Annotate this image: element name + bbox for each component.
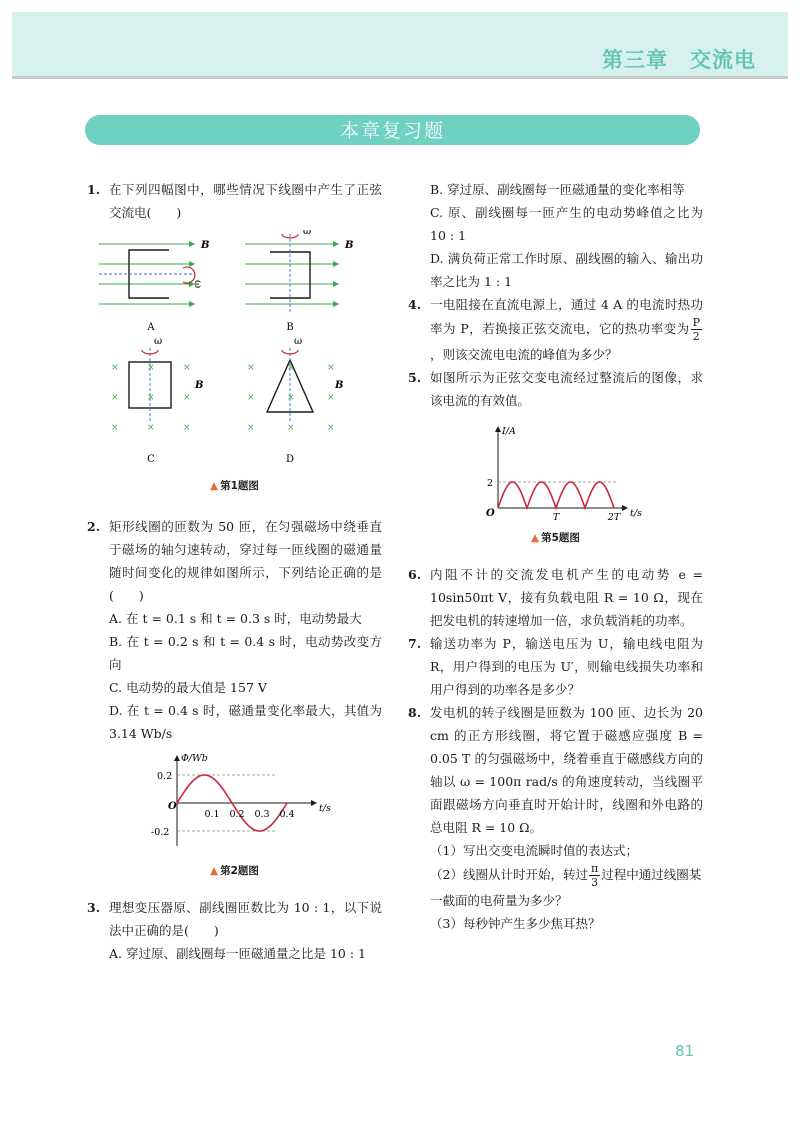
svg-text:×: × [287, 423, 295, 433]
question-text: 一电阻接在直流电源上，通过 4 A 的电流时热功率为 P，若换接正弦交流电，它的热功率变为 [430, 297, 703, 336]
figure-caption: ▲ 第1题图 [210, 480, 259, 492]
field-label-d: B [335, 380, 344, 391]
y-axis-label: I/A [502, 426, 516, 437]
svg-text:×: × [183, 423, 191, 433]
option-b: B. 在 t = 0.2 s 和 t = 0.4 s 时，电动势改变方向 [109, 634, 382, 672]
svg-text:×: × [247, 393, 255, 403]
svg-text:×: × [183, 393, 191, 403]
question-text: 理想变压器原、副线圈匝数比为 10 : 1，以下说法中正确的是( ) [109, 900, 382, 938]
figure-caption: ▲ 第5题图 [531, 532, 580, 544]
svg-text:×: × [111, 393, 119, 403]
diagram-a [99, 240, 209, 333]
y-tick: 0.2 [157, 771, 173, 782]
fig-label-a: A [147, 322, 155, 333]
question-1 [87, 178, 382, 224]
figure-caption: ▲ 第2题图 [210, 865, 259, 877]
x-tick: 0.2 [229, 809, 245, 820]
omega-label-a: ω [192, 280, 203, 289]
header-rule [12, 76, 788, 79]
option-b: B. 穿过原、副线圈每一匝磁通量的变化率相等 [430, 182, 685, 197]
fig-label-d: D [285, 454, 295, 465]
y-axis-label: Φ/Wb [181, 753, 208, 764]
question-text: 内阻不计的交流发电机产生的电动势 e = 10sin50πt V，接有负载电阻 R = 10 Ω，现在把发电机的转速增加一倍，求负载消耗的功率。 [430, 567, 703, 628]
question-text: 如图所示为正弦交变电流经过整流后的图像，求该电流的有效值。 [430, 370, 703, 408]
svg-text:×: × [183, 363, 191, 373]
origin-label: O [486, 508, 495, 519]
figure-q5 [408, 418, 703, 547]
question-6 [408, 563, 703, 632]
left-column [87, 178, 382, 965]
x-tick: 0.4 [279, 809, 295, 820]
option-c: C. 电动势的最大值是 157 V [109, 680, 267, 695]
diagram-b [245, 230, 353, 333]
fig-label-c: C [147, 454, 155, 465]
origin-label: O [168, 801, 177, 812]
option-c: C. 原、副线圈每一匝产生的电动势峰值之比为 10 : 1 [430, 205, 703, 243]
svg-text:×: × [147, 423, 155, 433]
current-chart [408, 418, 703, 522]
chapter-title: 第三章 交流电 [602, 48, 756, 72]
sub-question-2: （2）线圈从计时开始，转过 $\frac{\pi}{3}$ 过程中通过线圈某一截面的电荷量为多少？ [430, 862, 702, 908]
y-tick: -0.2 [151, 827, 170, 838]
question-number: 2. [87, 519, 101, 534]
question-7 [408, 632, 703, 701]
field-label-b: B [345, 240, 354, 251]
option-d: D. 满负荷正常工作时原、副线圈的输入、输出功率之比为 1 : 1 [430, 251, 703, 289]
omega-label-d: ω [294, 336, 303, 347]
x-axis-label: t/s [630, 508, 642, 519]
rectified-curve [498, 482, 614, 508]
sub-question-3: （3）每秒钟产生多少焦耳热？ [430, 916, 601, 931]
svg-text:×: × [327, 423, 335, 433]
question-2 [87, 515, 382, 607]
question-number: 8. [408, 705, 422, 720]
question-text: 输送功率为 P，输送电压为 U，输电线电阻为 R，用户得到的电压为 U′，则输电线损失功率和用户得到的功率各是多少？ [430, 636, 703, 697]
question-number: 4. [408, 297, 422, 312]
figure-q1 [87, 230, 382, 495]
option-a: A. 穿过原、副线圈每一匝磁通量之比是 10 : 1 [109, 946, 366, 961]
option-a: A. 在 t = 0.1 s 和 t = 0.3 s 时，电动势最大 [109, 611, 362, 626]
question-text: 在下列四幅图中，哪些情况下线圈中产生了正弦交流电( ) [109, 182, 382, 220]
sub-question-1: （1）写出交变电流瞬时值的表达式； [430, 843, 638, 858]
figure-q2 [87, 751, 382, 880]
svg-text:×: × [147, 393, 155, 403]
question-number: 1. [87, 182, 101, 197]
question-text-cont: ，则该交流电电流的峰值为多少？ [430, 347, 618, 362]
coil-diagrams [87, 230, 382, 470]
x-tick: T [552, 512, 560, 522]
option-d: D. 在 t = 0.4 s 时，磁通量变化率最大，其值为 3.14 Wb/s [109, 703, 382, 741]
svg-text:×: × [111, 423, 119, 433]
svg-text:×: × [327, 393, 335, 403]
field-label-c: B [195, 380, 204, 391]
question-5 [408, 366, 703, 412]
right-column [408, 178, 703, 935]
question-text: 发电机的转子线圈是匝数为 100 匝、边长为 20 cm 的正方形线圈，将它置于磁感应强度 B = 0.05 T 的匀强磁场中，绕着垂直于磁感线方向的轴以 ω = 100π rad/s 的角速度转动，当线圈平面跟磁场方向垂直时开始计时，线圈和外电路的总电阻 R = 10 Ω。 [430, 705, 703, 835]
svg-text:×: × [147, 363, 155, 373]
section-title: 本章复习题 [339, 120, 445, 142]
diagram-c [111, 336, 203, 465]
omega-label-c: ω [154, 336, 163, 347]
x-axis-label: t/s [319, 803, 331, 814]
svg-text:×: × [111, 363, 119, 373]
question-4 [408, 293, 703, 366]
question-number: 6. [408, 567, 422, 582]
fraction: $\frac{P}{2}$ [692, 316, 700, 343]
x-tick: 0.1 [204, 809, 220, 820]
question-3 [87, 896, 382, 942]
svg-text:×: × [287, 363, 295, 373]
svg-text:×: × [247, 423, 255, 433]
question-number: 7. [408, 636, 422, 651]
svg-text:×: × [327, 363, 335, 373]
svg-text:×: × [287, 393, 295, 403]
flux-chart [87, 751, 382, 855]
field-label-a: B [201, 240, 210, 251]
question-number: 5. [408, 370, 422, 385]
question-8 [408, 701, 703, 839]
page-number: 81 [675, 1042, 695, 1060]
diagram-d [247, 336, 343, 465]
svg-text:×: × [247, 363, 255, 373]
fraction: $\frac{\pi}{3}$ [590, 862, 599, 889]
omega-label-b: ω [303, 230, 312, 237]
x-tick: 2T [607, 512, 621, 522]
question-text: 矩形线圈的匝数为 50 匝，在匀强磁场中绕垂直于磁场的轴匀速转动，穿过每一匝线圈的磁通量随时间变化的规律如图所示，下列结论正确的是( ) [109, 519, 382, 603]
y-tick: 2 [487, 478, 494, 489]
question-number: 3. [87, 900, 101, 915]
fig-label-b: B [286, 322, 294, 333]
x-tick: 0.3 [254, 809, 270, 820]
